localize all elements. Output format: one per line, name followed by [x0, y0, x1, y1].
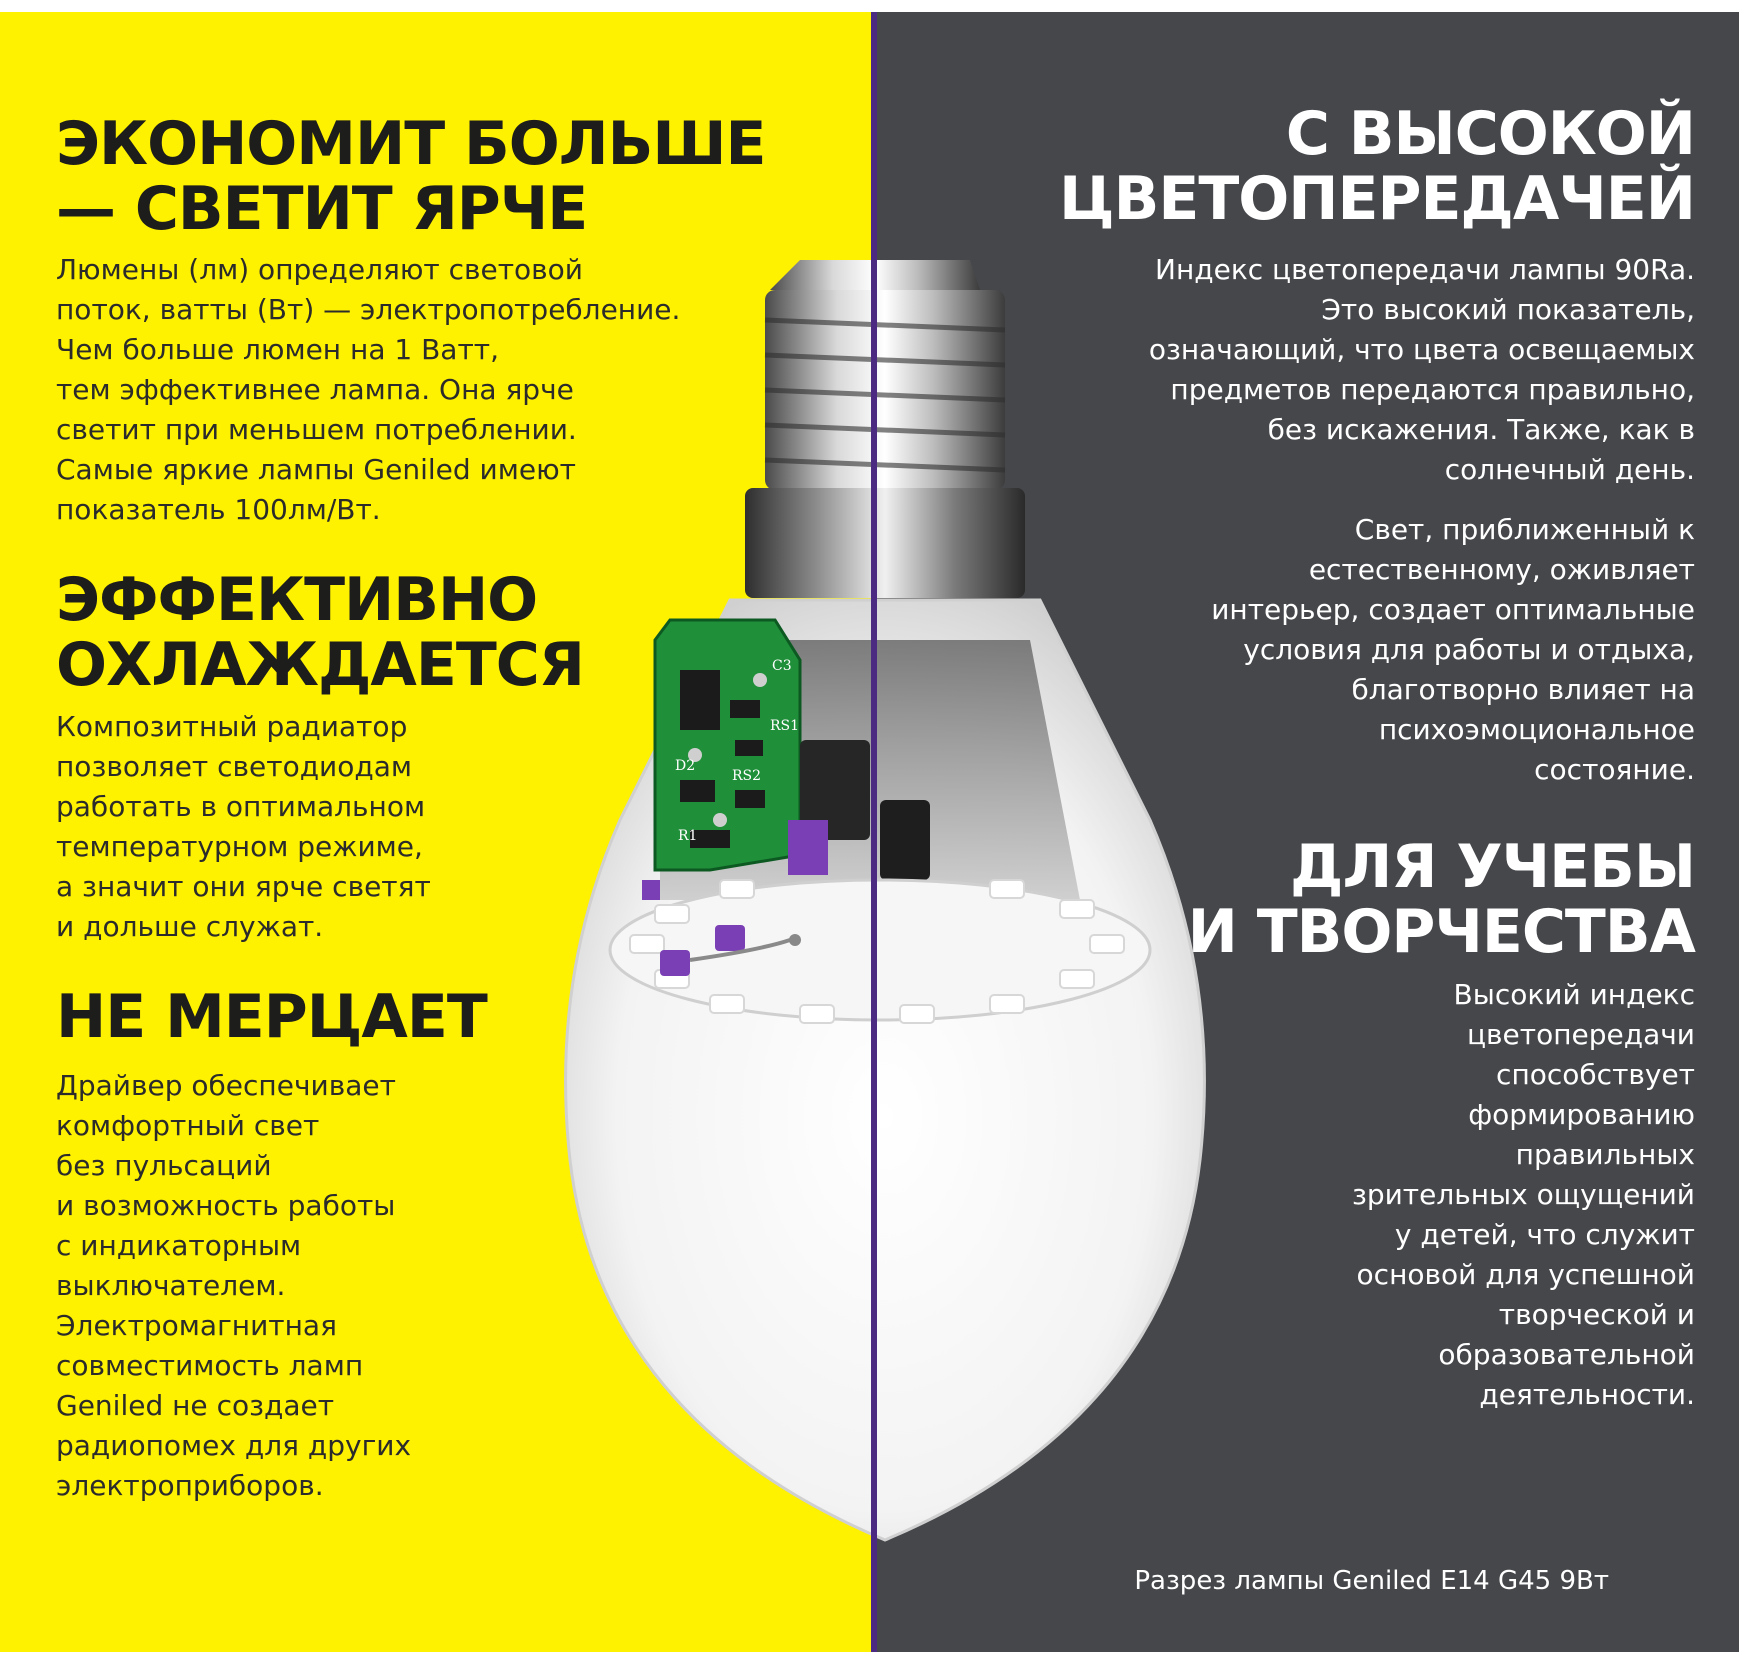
- paragraph-cri-index: [1149, 250, 1695, 490]
- heading-line: ЭКОНОМИТ БОЛЬШЕ: [56, 109, 766, 179]
- paragraph-children-vision: [1352, 975, 1695, 1415]
- paragraph-lumens: [56, 250, 680, 530]
- text-line: интерьер, создает оптимальные: [1211, 593, 1695, 626]
- text-line: деятельности.: [1479, 1378, 1695, 1411]
- driver-pcb: [655, 620, 800, 870]
- text-line: работать в оптимальном: [56, 790, 426, 823]
- text-line: формированию: [1468, 1098, 1695, 1131]
- text-line: тем эффективнее лампа. Она ярче: [56, 373, 574, 406]
- pcb-label-d2: D2: [675, 758, 696, 774]
- text-line: Люмены (лм) определяют световой: [56, 253, 583, 286]
- heading-study-creativity: [1187, 832, 1695, 967]
- heading-line: С ВЫСОКОЙ: [1285, 99, 1695, 169]
- text-line: предметов передаются правильно,: [1170, 373, 1695, 406]
- paragraph-driver: [56, 1066, 411, 1506]
- heading-cools-efficiently: [56, 565, 585, 700]
- text-line: температурном режиме,: [56, 830, 423, 863]
- text-line: и возможность работы: [56, 1189, 396, 1222]
- text-line: правильных: [1515, 1138, 1695, 1171]
- text-line: показатель 100лм/Вт.: [56, 493, 381, 526]
- text-line: без искажения. Также, как в: [1267, 413, 1695, 446]
- text-line: а значит они ярче светят: [56, 870, 431, 903]
- pcb-label-rs1: RS1: [770, 718, 800, 734]
- text-line: состояние.: [1534, 753, 1695, 786]
- heading-line: ОХЛАЖДАЕТСЯ: [56, 629, 585, 700]
- text-line: Композитный радиатор: [56, 710, 408, 743]
- heading-line: ЭФФЕКТИВНО: [56, 565, 538, 635]
- text-line: Электромагнитная: [56, 1309, 337, 1342]
- text-line: без пульсаций: [56, 1149, 272, 1182]
- text-line: творческой и: [1498, 1298, 1695, 1331]
- text-line: цветопередачи: [1466, 1018, 1695, 1051]
- heading-saves-more: [56, 109, 766, 244]
- heading-no-flicker: [56, 982, 487, 1052]
- paragraph-natural-light: [1211, 510, 1695, 790]
- heading-line: НЕ МЕРЦАЕТ: [56, 982, 487, 1052]
- text-line: электроприборов.: [56, 1469, 324, 1502]
- text-line: совместимость ламп: [56, 1349, 364, 1382]
- text-line: солнечный день.: [1444, 453, 1695, 486]
- text-line: Это высокий показатель,: [1321, 293, 1695, 326]
- heading-line: — СВЕТИТ ЯРЧЕ: [56, 173, 588, 244]
- text-line: с индикаторным: [56, 1229, 302, 1262]
- text-line: зрительных ощущений: [1351, 1178, 1695, 1211]
- text-line: светит при меньшем потреблении.: [56, 413, 577, 446]
- text-line: естественному, оживляет: [1308, 553, 1695, 586]
- heading-line: ЦВЕТОПЕРЕДАЧЕЙ: [1058, 163, 1695, 234]
- pcb-label-r1: R1: [678, 828, 698, 844]
- text-line: условия для работы и отдыха,: [1243, 633, 1695, 666]
- text-line: благотворно влияет на: [1351, 673, 1695, 706]
- screw-thread: [765, 290, 1005, 490]
- text-line: Самые яркие лампы Geniled имеют: [56, 453, 576, 486]
- heading-line: И ТВОРЧЕСТВА: [1187, 896, 1695, 967]
- text-line: Geniled не создает: [56, 1389, 335, 1422]
- text-line: Свет, приближенный к: [1354, 513, 1695, 546]
- text-line: психоэмоциональное: [1378, 713, 1695, 746]
- text-line: у детей, что служит: [1394, 1218, 1695, 1251]
- paragraph-radiator: [56, 707, 431, 947]
- text-line: выключателем.: [56, 1269, 286, 1302]
- text-line: поток, ватты (Вт) — электропотребление.: [56, 293, 681, 326]
- pcb-label-rs2: RS2: [732, 768, 762, 784]
- text-line: Чем больше люмен на 1 Ватт,: [56, 333, 499, 366]
- center-divider: [871, 12, 877, 1652]
- text-line: Драйвер обеспечивает: [56, 1069, 396, 1102]
- text-line: комфортный свет: [56, 1109, 320, 1142]
- image-caption: Разрез лампы Geniled E14 G45 9Вт: [1134, 1566, 1609, 1596]
- text-line: основой для успешной: [1356, 1258, 1695, 1291]
- pcb-label-c3: C3: [772, 658, 792, 674]
- text-line: Высокий индекс: [1453, 978, 1695, 1011]
- text-line: позволяет светодиодам: [56, 750, 413, 783]
- heading-high-color-rendering: [1058, 99, 1695, 234]
- text-line: и дольше служат.: [56, 910, 324, 943]
- text-line: способствует: [1496, 1058, 1695, 1091]
- text-line: образовательной: [1438, 1338, 1695, 1371]
- heading-line: ДЛЯ УЧЕБЫ: [1290, 832, 1695, 902]
- text-line: радиопомех для других: [56, 1429, 412, 1462]
- text-line: означающий, что цвета освещаемых: [1148, 333, 1695, 366]
- text-line: Индекс цветопередачи лампы 90Ra.: [1155, 253, 1695, 286]
